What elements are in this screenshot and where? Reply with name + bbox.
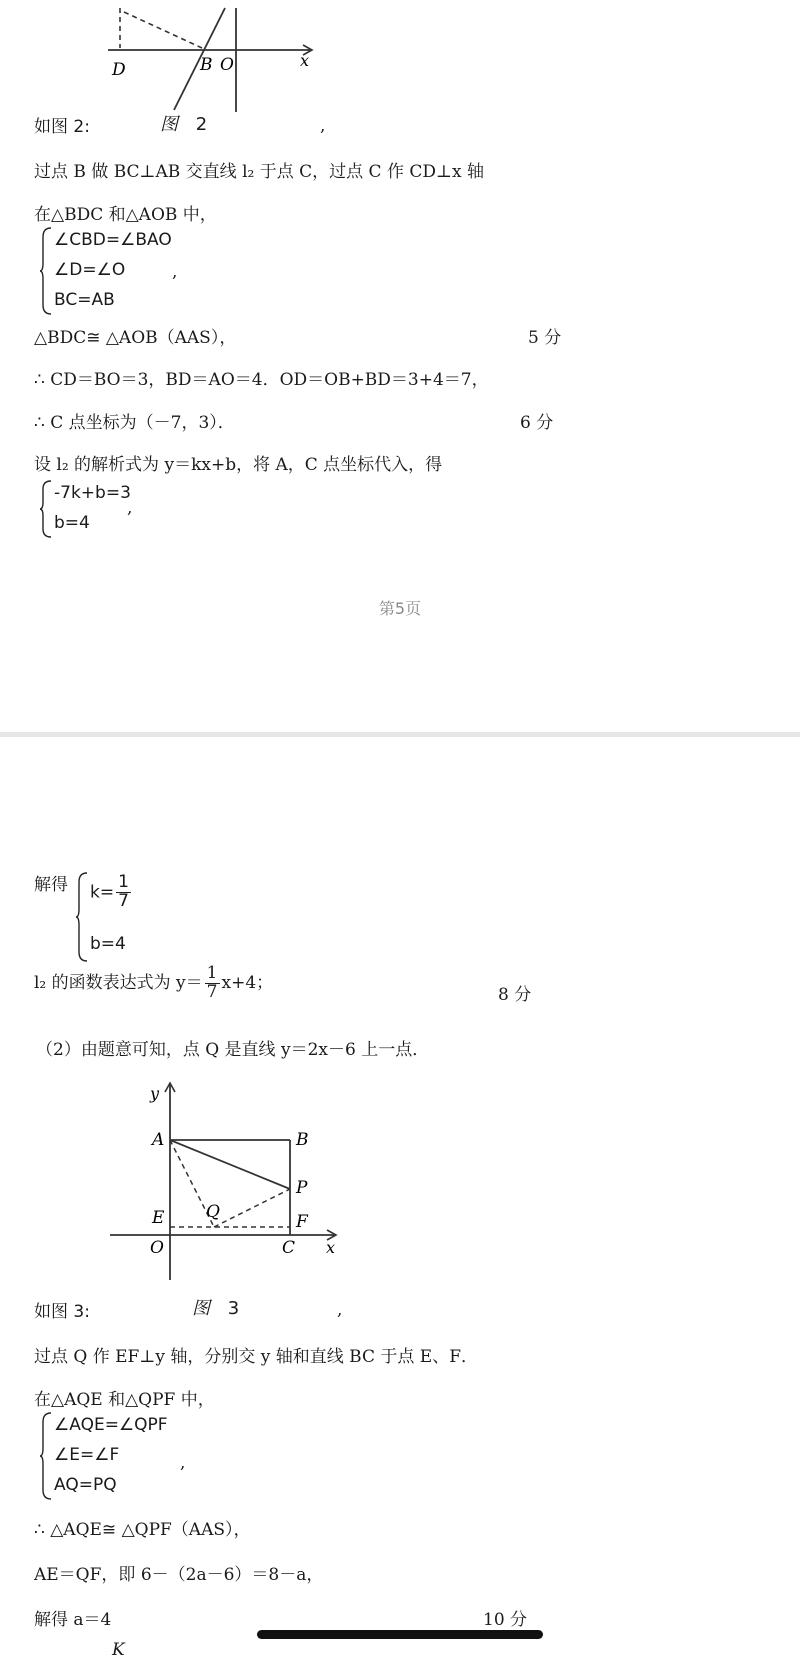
solve-label: 解得: [34, 875, 68, 895]
label-f: F: [296, 1212, 308, 1232]
label-d: D: [112, 60, 126, 80]
label-q: Q: [206, 1202, 220, 1222]
solve-a: 解得 a＝4: [34, 1610, 112, 1630]
figure-3: [100, 1075, 350, 1285]
brace-icon: [76, 872, 88, 962]
fig2-caption-comma: ,: [320, 116, 326, 136]
construction-line: 过点 B 做 BC⊥AB 交直线 l₂ 于点 C，过点 C 作 CD⊥x 轴: [34, 162, 484, 182]
fig3-caption-comma: ,: [337, 1300, 343, 1320]
page-divider: [0, 732, 800, 737]
equation-system-1: [40, 225, 172, 315]
equation-line: AE＝QF，即 6－（2a－6）＝8－a，: [34, 1565, 324, 1585]
label-x: x: [300, 51, 310, 70]
equation-row: ∠AQE=∠QPF: [54, 1415, 168, 1435]
expr-numerator: 1: [206, 963, 218, 983]
fig3-caption-num: 3: [227, 1298, 240, 1319]
equation-row: b=4: [54, 513, 90, 533]
congruence-statement-2: ∴ △AQE≅ △QPF（AAS），: [34, 1520, 251, 1540]
b-solution: b=4: [90, 934, 126, 954]
question-2: （2）由题意可知，点 Q 是直线 y＝2x－6 上一点．: [36, 1040, 430, 1060]
fig2-caption-fig: 图: [160, 114, 178, 135]
fig2-caption-num: 2: [195, 114, 208, 135]
label-o: O: [220, 55, 234, 75]
segment-ap: [170, 1140, 290, 1189]
equation-row: ∠D=∠O: [54, 260, 126, 280]
home-indicator[interactable]: [257, 1630, 543, 1639]
segment-qp: [214, 1189, 290, 1227]
brace-icon: [40, 1412, 52, 1500]
k-numerator: 1: [118, 872, 129, 892]
cut-off-label: K: [112, 1640, 125, 1660]
congruence-statement: △BDC≅ △AOB（AAS），: [34, 328, 237, 348]
equation-row: AQ=PQ: [54, 1475, 117, 1495]
setup-line: 设 l₂ 的解析式为 y＝kx+b，将 A，C 点坐标代入，得: [34, 455, 443, 475]
expr-fraction: [205, 965, 220, 1002]
solution-system: [76, 872, 196, 962]
expr-suffix: x+4；: [221, 972, 274, 993]
label-b: B: [296, 1130, 309, 1150]
score-8: 8 分: [498, 985, 532, 1005]
k-lhs: k=: [90, 882, 115, 903]
solve-k-b: [34, 870, 68, 895]
construction-line-2: 过点 Q 作 EF⊥y 轴，分别交 y 轴和直线 BC 于点 E、F．: [34, 1347, 478, 1367]
equation-row: ∠CBD=∠BAO: [54, 230, 172, 250]
equation-row: BC=AB: [54, 290, 115, 310]
fig3-caption-fig: 图: [192, 1298, 210, 1319]
label-b: B: [200, 55, 213, 75]
figure-2: [100, 0, 340, 115]
label-x: x: [326, 1238, 336, 1257]
label-a: A: [152, 1130, 165, 1150]
therefore-coordinates: ∴ C 点坐标为（－7，3）．: [34, 413, 235, 433]
equation-system-3: [40, 1410, 168, 1500]
expr-prefix: l₂ 的函数表达式为 y＝: [34, 972, 203, 993]
equation-row: ∠E=∠F: [54, 1445, 120, 1465]
fig2-caption: [34, 112, 90, 137]
score-6: 6 分: [520, 413, 554, 433]
triangles-intro: 在△BDC 和△AOB 中，: [34, 205, 217, 225]
system3-comma: ,: [180, 1453, 186, 1473]
dashed-line-to-b: [124, 12, 202, 48]
k-solution: [90, 874, 133, 911]
system1-comma: ,: [172, 262, 178, 282]
label-p: P: [296, 1178, 308, 1198]
fig3-caption-prefix: 如图 3:: [34, 1302, 90, 1322]
equation-system-2: [40, 478, 131, 538]
score-10: 10 分: [483, 1610, 528, 1630]
therefore-lengths: ∴ CD＝BO＝3，BD＝AO＝4．OD＝OB+BD＝3+4＝7，: [34, 370, 489, 390]
k-fraction: [116, 874, 131, 911]
fig2-caption-title: [160, 110, 207, 136]
k-denominator: 7: [118, 890, 129, 911]
l2-expression: [34, 965, 273, 1002]
fig2-caption-prefix: 如图 2:: [34, 117, 90, 137]
system2-comma: ,: [127, 498, 133, 518]
triangles-intro-2: 在△AQE 和△QPF 中，: [34, 1390, 215, 1410]
fig3-caption: [34, 1297, 90, 1322]
label-o: O: [150, 1238, 164, 1258]
equation-row: -7k+b=3: [54, 483, 131, 503]
label-e: E: [152, 1208, 165, 1228]
label-y: y: [150, 1084, 160, 1103]
expr-denominator: 7: [206, 981, 218, 1002]
page-number: 第5页: [378, 599, 422, 618]
score-5: 5 分: [528, 328, 562, 348]
label-c: C: [282, 1238, 296, 1258]
brace-icon: [40, 227, 52, 315]
brace-icon: [40, 480, 52, 538]
fig3-caption-title: [192, 1294, 239, 1320]
